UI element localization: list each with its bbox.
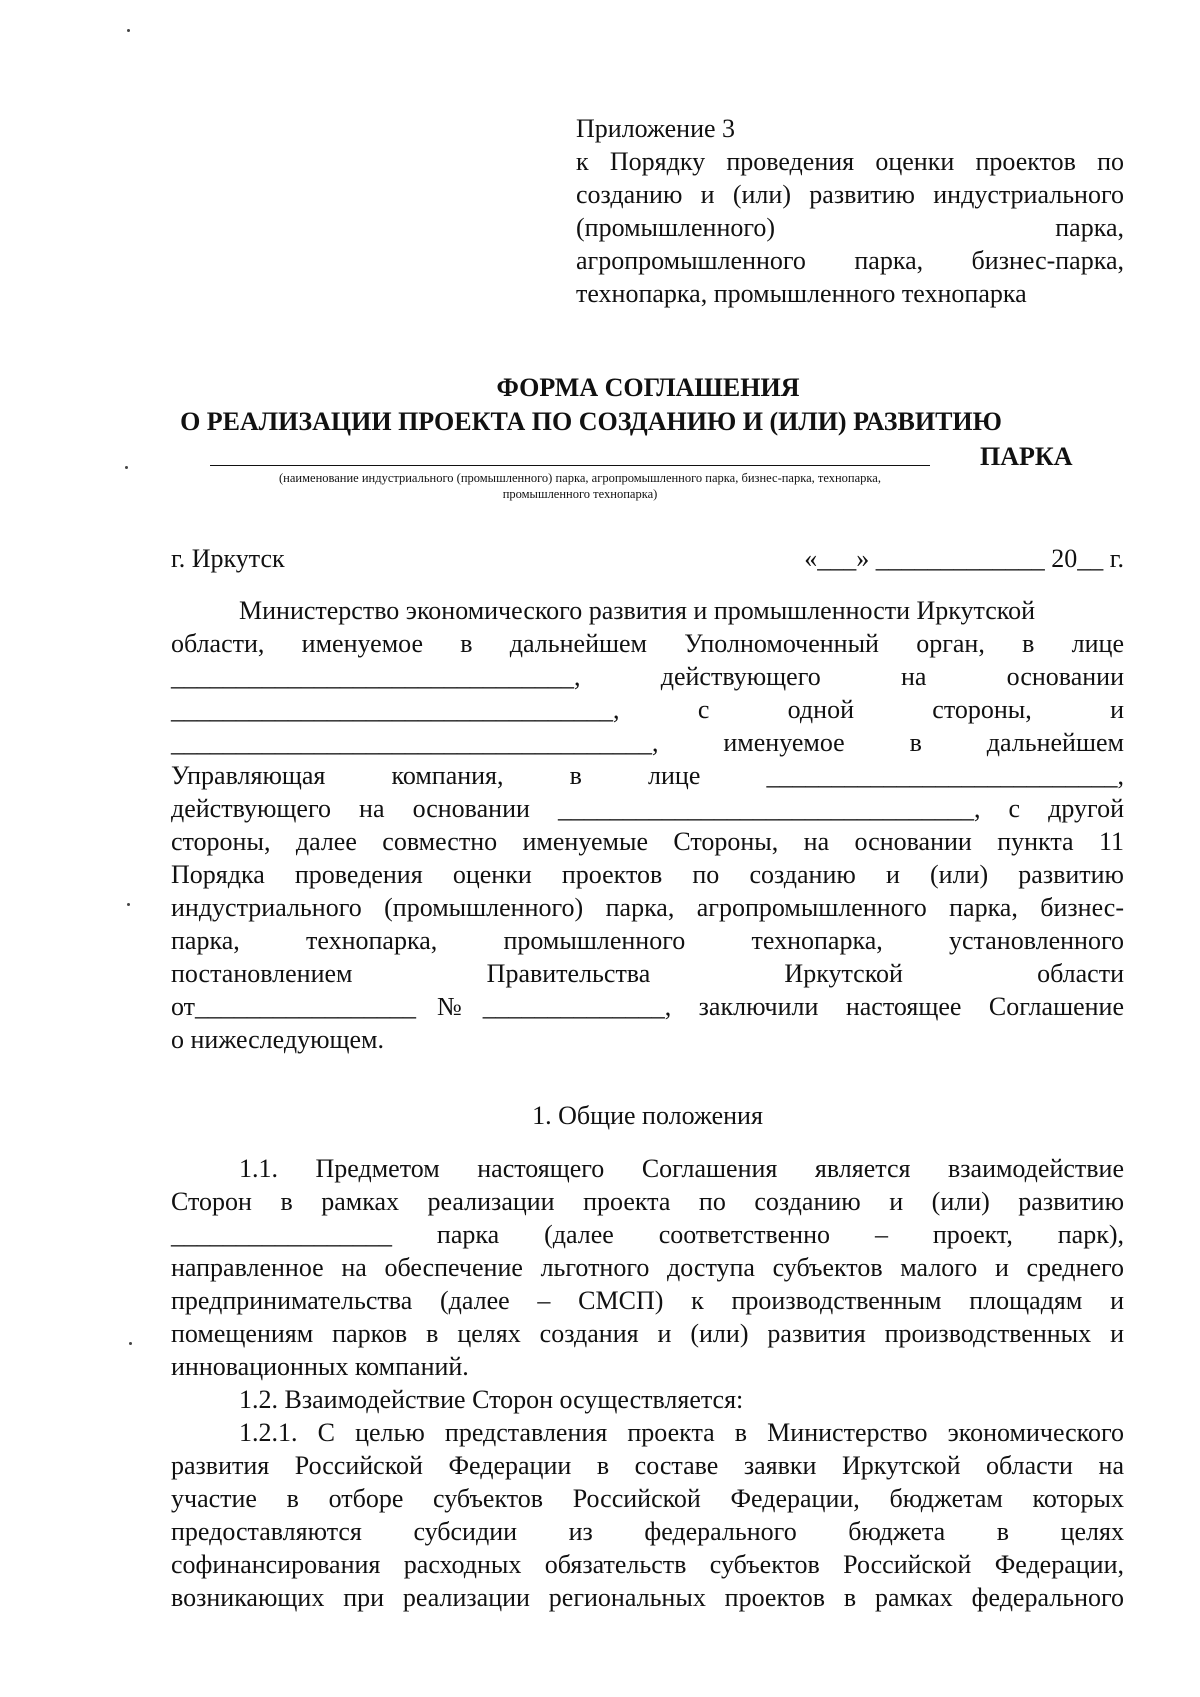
section-heading: 1. Общие положения xyxy=(532,1101,763,1130)
caption-line: промышленного технопарка) xyxy=(502,487,658,501)
appendix-line: Приложение 3 xyxy=(576,114,736,143)
text-line: 1.2. Взаимодействие Сторон осуществляется: xyxy=(239,1385,744,1414)
doc-title-line-1: ФОРМА СОГЛАШЕНИЯ xyxy=(496,373,800,402)
text-line: стороны, далее совместно именуемые Стороны, на основании пункта 11 xyxy=(171,827,1124,856)
appendix-line: (промышленного) парка, xyxy=(576,213,1124,242)
scan-speck xyxy=(125,466,128,469)
appendix-line: агропромышленного парка, бизнес-парка, xyxy=(576,246,1124,275)
text-line: возникающих при реализации региональных проектов в рамках федерального xyxy=(171,1583,1124,1612)
appendix-line: технопарка, промышленного технопарка xyxy=(576,279,1027,308)
text-line: парка, технопарка, промышленного технопарка, установленного xyxy=(171,926,1124,955)
text-line: действующего на основании ________________________________, с другой xyxy=(171,794,1124,823)
section-1-body xyxy=(171,1152,1124,1614)
city-label: г. Иркутск xyxy=(171,544,285,573)
text-line: Министерство экономического развития и промышленности Иркутской xyxy=(239,596,1035,625)
text-line: 1.1. Предметом настоящего Соглашения является взаимодействие xyxy=(239,1154,1124,1183)
text-line: _________________ парка (далее соответственно – проект, парк), xyxy=(171,1220,1124,1249)
text-line: Управляющая компания, в лице ___________________________, xyxy=(171,761,1124,790)
preamble-paragraph xyxy=(171,594,1124,1056)
doc-title-line-2: О РЕАЛИЗАЦИИ ПРОЕКТА ПО СОЗДАНИЮ И (ИЛИ) РАЗВИТИЮ xyxy=(180,407,1002,436)
text-line: _____________________________________, именуемое в дальнейшем xyxy=(171,728,1124,757)
text-line: 1.2.1. С целью представления проекта в Министерство экономического xyxy=(239,1418,1124,1447)
text-line: развития Российской Федерации в составе заявки Иркутской области на xyxy=(171,1451,1124,1480)
text-line: софинансирования расходных обязательств субъектов Российской Федерации, xyxy=(171,1550,1124,1579)
park-name-blank-line xyxy=(210,465,930,466)
text-line: инновационных компаний. xyxy=(171,1352,469,1381)
text-line: постановлением Правительства Иркутской области xyxy=(171,959,1124,988)
scan-speck xyxy=(127,29,130,32)
text-line: направленное на обеспечение льготного доступа субъектов малого и среднего xyxy=(171,1253,1124,1282)
scan-speck xyxy=(127,903,130,906)
text-line: о нижеследующем. xyxy=(171,1025,385,1054)
text-line: Сторон в рамках реализации проекта по созданию и (или) развитию xyxy=(171,1187,1124,1216)
text-line: предпринимательства (далее – СМСП) к производственным площадям и xyxy=(171,1286,1124,1315)
text-line: _______________________________, действующего на основании xyxy=(171,662,1124,691)
appendix-line: созданию и (или) развитию индустриального xyxy=(576,180,1124,209)
appendix-block xyxy=(576,112,1124,310)
date-field: «___» _____________ 20__ г. xyxy=(804,544,1124,573)
appendix-line: к Порядку проведения оценки проектов по xyxy=(576,147,1124,176)
text-line: предоставляются субсидии из федерального бюджета в целях xyxy=(171,1517,1124,1546)
text-line: индустриального (промышленного) парка, агропромышленного парка, бизнес- xyxy=(171,893,1124,922)
text-line: Порядка проведения оценки проектов по созданию и (или) развитию xyxy=(171,860,1124,889)
caption-line: (наименование индустриального (промышленного) парка, агропромышленного парка, бизнес-парка, технопарка, xyxy=(279,471,881,485)
text-line: __________________________________, с одной стороны, и xyxy=(171,695,1124,724)
text-line: от_________________№______________, заключили настоящее Соглашение xyxy=(171,992,1124,1021)
text-line: участие в отборе субъектов Российской Федерации, бюджетам которых xyxy=(171,1484,1124,1513)
text-line: помещениям парков в целях создания и (или) развития производственных и xyxy=(171,1319,1124,1348)
park-name-caption xyxy=(170,470,990,502)
text-line: области, именуемое в дальнейшем Уполномоченный орган, в лице xyxy=(171,629,1124,658)
doc-title-line-3: ПАРКА xyxy=(980,442,1073,471)
scan-speck xyxy=(129,1342,132,1345)
